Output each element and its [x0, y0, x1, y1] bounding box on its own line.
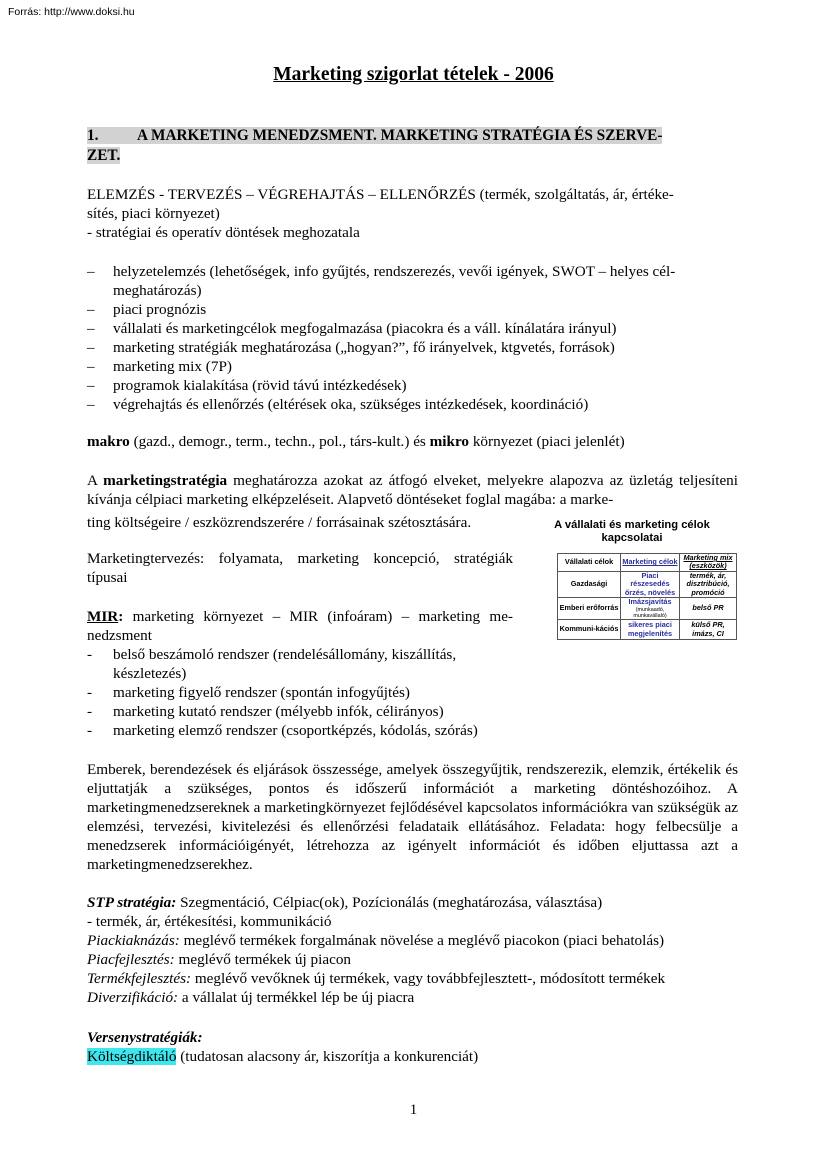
table-cell: termék, ár, disztribúció, promóció [680, 571, 737, 597]
list-item: - marketing figyelő rendszer (spontán infogyűjtés) [87, 684, 410, 701]
source-note: Forrás: http://www.doksi.hu [8, 6, 135, 18]
intro-block [87, 185, 737, 242]
section-heading-line2: ZET. [87, 147, 121, 164]
table-cell: Imázsjavítás (munkaadó, munkavállaló) [621, 598, 680, 620]
list-item: – marketing mix (7P) [87, 358, 232, 375]
steps-list [87, 262, 738, 414]
goals-table [557, 553, 737, 640]
highlighted-term: Költségdiktáló [87, 1048, 177, 1065]
environment-line: makro (gazd., demogr., term., techn., pol., társ-kult.) és mikro környezet (piaci jelenlét) [87, 433, 625, 450]
table-row [558, 620, 737, 640]
section-heading-line1: A MARKETING MENEDZSMENT. MARKETING STRATÉGIA ÉS SZERVE- [137, 127, 663, 144]
table-cell: belső PR [680, 598, 737, 620]
intro-line-2: sítés, piaci környezet) [87, 205, 220, 222]
table-header-cell: Marketing célok [621, 554, 680, 572]
section-number: 1. [87, 127, 99, 144]
stp-item: Piackiaknázás: meglévő termékek forgalmának növelése a meglévő piacokon (piaci behatolás) [87, 932, 665, 949]
stp-block [87, 893, 738, 1007]
list-item: – végrehajtás és ellenőrzés (eltérések oka, szükséges intézkedések, koordináció) [87, 396, 589, 413]
section-heading [87, 126, 737, 166]
table-row [558, 554, 737, 572]
stp-line: STP stratégia: Szegmentáció, Célpiac(ok), Pozícionálás (meghatározása, választása) [87, 894, 603, 911]
table-header-cell: Vállalati célok [558, 554, 621, 572]
table-cell: külső PR, imázs, CI [680, 620, 737, 640]
planning-paragraph: Marketingtervezés: folyamata, marketing koncepció, stratégiák típusai [87, 550, 513, 586]
table-header-cell: Marketing mix (eszközök) [680, 554, 737, 572]
table-cell: Gazdasági [558, 571, 621, 597]
mir-list [87, 645, 513, 740]
list-item: – helyzetelemzés (lehetőségek, info gyűjtés, rendszerezés, vevői igények, SWOT – helyes cél- [87, 263, 676, 280]
table-cell: Piaci részesedés őrzés, növelés [621, 571, 680, 597]
strategy-last-line: ting költségeire / eszközrendszerére / forrásainak szétosztására. [87, 514, 472, 531]
list-item: – programok kialakítása (rövid távú intézkedések) [87, 377, 407, 394]
intro-line-1: ELEMZÉS - TERVEZÉS – VÉGREHAJTÁS – ELLENŐRZÉS (termék, szolgáltatás, ár, értéke- [87, 186, 674, 203]
stp-item: Termékfejlesztés: meglévő vevőknek új termékek, vagy továbbfejlesztett-, módosított termékek [87, 970, 666, 987]
page-number: 1 [409, 1102, 418, 1118]
list-item: készletezés) [113, 665, 187, 682]
page-title: Marketing szigorlat tételek - 2006 [273, 64, 554, 85]
intro-line-3: - stratégiai és operatív döntések meghozatala [87, 224, 360, 241]
table-cell: sikeres piaci megjelenítés [621, 620, 680, 640]
mir-paragraph: MIR: marketing környezet – MIR (infoáram) – marketing me-nedzsment [87, 608, 513, 644]
table-row [558, 571, 737, 597]
list-item: – vállalati és marketingcélok megfogalmazása (piacokra és a váll. kínálatára irányul) [87, 320, 617, 337]
competition-line: Költségdiktáló (tudatosan alacsony ár, kiszorítja a konkurenciát) [87, 1048, 479, 1065]
list-item: - belső beszámoló rendszer (rendelésállomány, kiszállítás, [87, 646, 457, 663]
competition-block [87, 1028, 738, 1066]
table-cell: Kommuni-kációs [558, 620, 621, 640]
figure-title: A vállalati és marketing célok kapcsolatai [554, 519, 710, 544]
stp-item: Piacfejlesztés: meglévő termékek új piacon [87, 951, 352, 968]
competition-label: Versenystratégiák: [87, 1029, 203, 1046]
stp-line-2: - termék, ár, értékesítési, kommunikáció [87, 913, 332, 930]
list-item: – marketing stratégiák meghatározása („hogyan?”, fő irányelvek, ktgvetés, források) [87, 339, 615, 356]
list-item: meghatározás) [113, 282, 202, 299]
list-item: - marketing elemző rendszer (csoportképzés, kódolás, szórás) [87, 722, 478, 739]
list-item: - marketing kutató rendszer (mélyebb infók, célirányos) [87, 703, 444, 720]
mis-paragraph: Emberek, berendezések és eljárások összessége, amelyek összegyűjtik, rendszerezik, elemzik, értékelik és eljuttatják a szükséges, pontos és időszerű információt a marketing döntéshozóihoz. A marketingmenedzsereknek a marketingkörnyezet fejlődésével kapcsolatos információkra van szükségük az elemzési, tervezési, kivitelezési és ellenőrzési feladataik ellátásához. Feladata: hogy felbecsülje a menedzserek információigényét, létrehozza az igényelt információt és időben eljuttassa azt a marketingmenedzserekhez. [87, 761, 738, 873]
table-cell: Emberi erőforrás [558, 598, 621, 620]
table-row [558, 598, 737, 620]
list-item: – piaci prognózis [87, 301, 207, 318]
stp-item: Diverzifikáció: a vállalat új termékkel lép be új piacra [87, 989, 415, 1006]
strategy-paragraph: A marketingstratégia meghatározza azokat az átfogó elveket, melyekre alapozva az üzletág teljesíteni kívánja célpiaci marketing elképzeléseit. Alapvető döntéseket foglal magába: a marke- [87, 472, 738, 508]
